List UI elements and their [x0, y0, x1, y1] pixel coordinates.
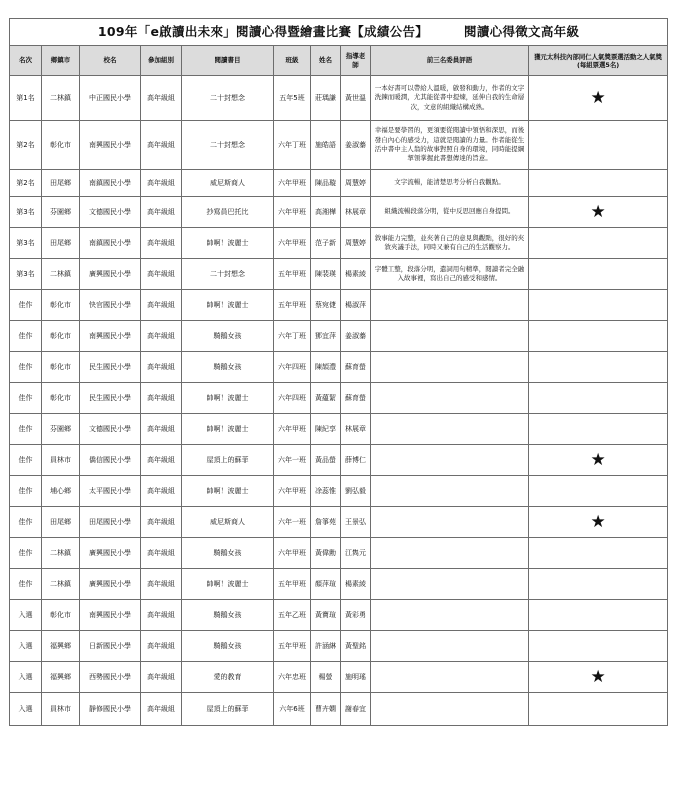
cell-group: 高年級組: [141, 600, 182, 631]
cell-comment: [371, 662, 529, 693]
cell-class: 六年6班: [274, 693, 311, 726]
cell-book: 騎鵝女孩: [182, 321, 274, 352]
table-row: [10, 228, 668, 259]
table-row: [10, 76, 668, 121]
table-row: [10, 414, 668, 445]
cell-rank: 第1名: [10, 76, 42, 121]
table-row: [10, 197, 668, 228]
cell-name: 陳品璇: [311, 170, 341, 197]
cell-class: 六年丁班: [274, 321, 311, 352]
cell-comment: [371, 321, 529, 352]
cell-name: 蔡宛倢: [311, 290, 341, 321]
table-row: [10, 662, 668, 693]
cell-group: 高年級組: [141, 383, 182, 414]
header-teacher: 指導老師: [341, 46, 371, 76]
header-class: 班級: [274, 46, 311, 76]
cell-rank: 第3名: [10, 197, 42, 228]
cell-class: 五年甲班: [274, 631, 311, 662]
cell-group: 高年級組: [141, 352, 182, 383]
cell-township: 二林鎮: [42, 538, 80, 569]
cell-teacher: 蘇育螢: [341, 352, 371, 383]
cell-comment: [371, 693, 529, 726]
cell-award: [529, 259, 668, 290]
cell-rank: 入選: [10, 662, 42, 693]
cell-name: 許涵綝: [311, 631, 341, 662]
table-row: [10, 507, 668, 538]
cell-school: 日新國民小學: [80, 631, 141, 662]
header-book: 閱讀書目: [182, 46, 274, 76]
cell-comment: [371, 476, 529, 507]
cell-rank: 佳作: [10, 569, 42, 600]
cell-group: 高年級組: [141, 121, 182, 170]
cell-comment: 文字流暢，能清楚思考分析自我觀點。: [371, 170, 529, 197]
cell-rank: 第2名: [10, 170, 42, 197]
cell-book: 愛的教育: [182, 662, 274, 693]
cell-rank: 佳作: [10, 352, 42, 383]
table-row: [10, 121, 668, 170]
cell-teacher: 謝春宜: [341, 693, 371, 726]
cell-school: 南興國民小學: [80, 121, 141, 170]
star-icon: ★: [529, 662, 668, 693]
cell-award: [529, 600, 668, 631]
table-row: [10, 631, 668, 662]
table-row: [10, 569, 668, 600]
cell-teacher: 姜淑蓁: [341, 121, 371, 170]
cell-class: 六年甲班: [274, 476, 311, 507]
cell-class: 六年甲班: [274, 538, 311, 569]
cell-book: 屋頂上的蘇菲: [182, 693, 274, 726]
cell-group: 高年級組: [141, 538, 182, 569]
cell-township: 員林市: [42, 693, 80, 726]
cell-teacher: 蘇育螢: [341, 383, 371, 414]
cell-class: 五年甲班: [274, 259, 311, 290]
header-comment: 前三名委員評語: [371, 46, 529, 76]
cell-award: [529, 538, 668, 569]
cell-book: 騎鵝女孩: [182, 538, 274, 569]
cell-name: 高湘樺: [311, 197, 341, 228]
cell-teacher: 楊素綾: [341, 259, 371, 290]
cell-name: 曹卉嫺: [311, 693, 341, 726]
cell-school: 南鎮國民小學: [80, 228, 141, 259]
cell-rank: 佳作: [10, 476, 42, 507]
star-icon: ★: [529, 197, 668, 228]
cell-group: 高年級組: [141, 170, 182, 197]
header-township: 鄉鎮市: [42, 46, 80, 76]
cell-school: 快官國民小學: [80, 290, 141, 321]
cell-comment: [371, 538, 529, 569]
cell-class: 六年四班: [274, 383, 311, 414]
header-award: 獲元太科技內部同仁人氣獎票選活動之人氣獎(每組票選5名): [529, 46, 668, 76]
cell-name: 黃品螢: [311, 445, 341, 476]
cell-group: 高年級組: [141, 259, 182, 290]
cell-class: 五年乙班: [274, 600, 311, 631]
table-row: [10, 693, 668, 726]
cell-class: 五年甲班: [274, 290, 311, 321]
cell-teacher: 薛博仁: [341, 445, 371, 476]
cell-name: 黃偉勳: [311, 538, 341, 569]
cell-school: 太平國民小學: [80, 476, 141, 507]
header-group: 參加組別: [141, 46, 182, 76]
header-row: [10, 46, 668, 76]
cell-comment: [371, 290, 529, 321]
table-row: [10, 600, 668, 631]
cell-class: 五年5班: [274, 76, 311, 121]
cell-name: 鄧宜萍: [311, 321, 341, 352]
cell-award: [529, 228, 668, 259]
cell-name: 陳紀享: [311, 414, 341, 445]
table-row: [10, 352, 668, 383]
cell-township: 彰化市: [42, 290, 80, 321]
cell-school: 中正國民小學: [80, 76, 141, 121]
cell-comment: [371, 600, 529, 631]
cell-class: 六年丁班: [274, 121, 311, 170]
cell-teacher: 江雋元: [341, 538, 371, 569]
cell-school: 文德國民小學: [80, 197, 141, 228]
cell-school: 靜修國民小學: [80, 693, 141, 726]
cell-name: 陳頡澧: [311, 352, 341, 383]
cell-group: 高年級組: [141, 414, 182, 445]
cell-name: 范子新: [311, 228, 341, 259]
cell-rank: 佳作: [10, 383, 42, 414]
cell-teacher: 楊素綾: [341, 569, 371, 600]
cell-township: 員林市: [42, 445, 80, 476]
cell-name: 顏萍瑄: [311, 569, 341, 600]
cell-group: 高年級組: [141, 290, 182, 321]
cell-name: 楊螢: [311, 662, 341, 693]
cell-group: 高年級組: [141, 228, 182, 259]
cell-name: 黃寶瑄: [311, 600, 341, 631]
table-row: [10, 383, 668, 414]
cell-rank: 第3名: [10, 259, 42, 290]
cell-school: 文德國民小學: [80, 414, 141, 445]
cell-award: [529, 414, 668, 445]
cell-township: 彰化市: [42, 121, 80, 170]
cell-group: 高年級組: [141, 569, 182, 600]
cell-award: [529, 383, 668, 414]
cell-teacher: 王景弘: [341, 507, 371, 538]
cell-school: 南興國民小學: [80, 321, 141, 352]
table-row: [10, 476, 668, 507]
results-body: [10, 76, 668, 726]
cell-book: 騎鵝女孩: [182, 631, 274, 662]
cell-award: [529, 693, 668, 726]
cell-award: [529, 170, 668, 197]
cell-teacher: 黃世溫: [341, 76, 371, 121]
cell-rank: 佳作: [10, 290, 42, 321]
cell-book: 二十封想念: [182, 259, 274, 290]
cell-rank: 佳作: [10, 538, 42, 569]
cell-township: 彰化市: [42, 383, 80, 414]
cell-group: 高年級組: [141, 321, 182, 352]
cell-name: 凃蕊惟: [311, 476, 341, 507]
cell-award: [529, 352, 668, 383]
cell-school: 廣興國民小學: [80, 538, 141, 569]
cell-class: 五年甲班: [274, 569, 311, 600]
cell-class: 六年忠班: [274, 662, 311, 693]
cell-township: 二林鎮: [42, 569, 80, 600]
cell-rank: 佳作: [10, 445, 42, 476]
cell-class: 六年一班: [274, 507, 311, 538]
cell-teacher: 林展章: [341, 414, 371, 445]
star-icon: ★: [529, 76, 668, 121]
cell-school: 廣興國民小學: [80, 569, 141, 600]
cell-group: 高年級組: [141, 507, 182, 538]
cell-comment: 敘事能力完整，並夾著自己的意見與觀點，很好的夾敘夾議手法，同時又兼有自己的生活觀察力。: [371, 228, 529, 259]
cell-township: 二林鎮: [42, 259, 80, 290]
cell-teacher: 楊淑萍: [341, 290, 371, 321]
table-row: [10, 538, 668, 569]
cell-name: 莊瑀謙: [311, 76, 341, 121]
cell-group: 高年級組: [141, 693, 182, 726]
cell-group: 高年級組: [141, 197, 182, 228]
cell-rank: 第2名: [10, 121, 42, 170]
cell-class: 六年甲班: [274, 170, 311, 197]
cell-teacher: 姜淑蓁: [341, 321, 371, 352]
table-row: [10, 445, 668, 476]
cell-rank: 佳作: [10, 321, 42, 352]
cell-comment: [371, 569, 529, 600]
cell-comment: [371, 414, 529, 445]
star-icon: ★: [529, 507, 668, 538]
cell-township: 彰化市: [42, 600, 80, 631]
title-sub: 閱讀心得徵文高年級: [464, 24, 580, 40]
cell-book: 帥啊！波麗士: [182, 383, 274, 414]
cell-award: [529, 631, 668, 662]
cell-rank: 入選: [10, 600, 42, 631]
cell-township: 芬園鄉: [42, 414, 80, 445]
cell-award: [529, 476, 668, 507]
cell-township: 田尾鄉: [42, 228, 80, 259]
cell-book: 帥啊！波麗士: [182, 290, 274, 321]
cell-teacher: 林展章: [341, 197, 371, 228]
header-rank: 名次: [10, 46, 42, 76]
cell-group: 高年級組: [141, 631, 182, 662]
cell-rank: 佳作: [10, 414, 42, 445]
cell-teacher: 黃聖銘: [341, 631, 371, 662]
cell-book: 二十封想念: [182, 121, 274, 170]
table-row: [10, 259, 668, 290]
cell-school: 西勢國民小學: [80, 662, 141, 693]
table-row: [10, 170, 668, 197]
cell-township: 彰化市: [42, 321, 80, 352]
table-row: [10, 290, 668, 321]
cell-township: 田尾鄉: [42, 507, 80, 538]
cell-award: [529, 121, 668, 170]
cell-comment: [371, 507, 529, 538]
cell-book: 威尼斯商人: [182, 507, 274, 538]
cell-name: 詹箏苑: [311, 507, 341, 538]
cell-comment: 字體工整，段落分明，遣詞用句精準，閱讀者完全融入故事裡，寫出自己的感受和感情。: [371, 259, 529, 290]
cell-name: 黃藴絜: [311, 383, 341, 414]
cell-award: [529, 569, 668, 600]
cell-rank: 佳作: [10, 507, 42, 538]
header-name: 姓名: [311, 46, 341, 76]
cell-class: 六年一班: [274, 445, 311, 476]
cell-school: 廣興國民小學: [80, 259, 141, 290]
cell-comment: [371, 352, 529, 383]
cell-township: 芬園鄉: [42, 197, 80, 228]
cell-book: 帥啊！波麗士: [182, 414, 274, 445]
cell-teacher: 黃彩勇: [341, 600, 371, 631]
cell-class: 六年甲班: [274, 414, 311, 445]
cell-group: 高年級組: [141, 76, 182, 121]
cell-school: 田尾國民小學: [80, 507, 141, 538]
cell-group: 高年級組: [141, 662, 182, 693]
cell-book: 帥啊！波麗士: [182, 228, 274, 259]
cell-comment: [371, 383, 529, 414]
star-icon: ★: [529, 445, 668, 476]
cell-township: 福興鄉: [42, 662, 80, 693]
cell-school: 民生國民小學: [80, 383, 141, 414]
cell-book: 騎鵝女孩: [182, 352, 274, 383]
cell-name: 陳裴瑛: [311, 259, 341, 290]
cell-book: 威尼斯商人: [182, 170, 274, 197]
cell-book: 騎鵝女孩: [182, 600, 274, 631]
cell-rank: 第3名: [10, 228, 42, 259]
page-title: [10, 19, 668, 46]
cell-class: 六年甲班: [274, 228, 311, 259]
cell-teacher: 劉弘毅: [341, 476, 371, 507]
cell-township: 彰化市: [42, 352, 80, 383]
cell-group: 高年級組: [141, 476, 182, 507]
cell-comment: 幸福是要學習的，更須要從閱讀中領悟和深思，而後發自內心的感受力，這就是閱讀的力量。作者能從生活中書中主人翁的故事對照自身的環境，同時能提綱挈領掌握此書想傳達的旨意。: [371, 121, 529, 170]
cell-book: 帥啊！波麗士: [182, 569, 274, 600]
cell-township: 二林鎮: [42, 76, 80, 121]
cell-class: 六年甲班: [274, 197, 311, 228]
cell-rank: 入選: [10, 631, 42, 662]
cell-township: 田尾鄉: [42, 170, 80, 197]
title-main: 109年「e啟讀出未來」閱讀心得暨繪畫比賽【成績公告】: [97, 24, 429, 40]
cell-class: 六年四班: [274, 352, 311, 383]
cell-township: 福興鄉: [42, 631, 80, 662]
cell-teacher: 周慧婷: [341, 228, 371, 259]
cell-comment: 組織流暢段落分明，從中反思回應自身提問。: [371, 197, 529, 228]
cell-book: 抄寫員巴托比: [182, 197, 274, 228]
results-table: [9, 18, 668, 726]
cell-book: 帥啊！波麗士: [182, 476, 274, 507]
cell-school: 民生國民小學: [80, 352, 141, 383]
cell-comment: [371, 631, 529, 662]
header-school: 校名: [80, 46, 141, 76]
cell-rank: 入選: [10, 693, 42, 726]
cell-book: 二十封想念: [182, 76, 274, 121]
cell-book: 屋頂上的蘇菲: [182, 445, 274, 476]
cell-comment: [371, 445, 529, 476]
cell-school: 南興國民小學: [80, 600, 141, 631]
cell-school: 南鎮國民小學: [80, 170, 141, 197]
cell-teacher: 施明瑤: [341, 662, 371, 693]
cell-teacher: 周慧婷: [341, 170, 371, 197]
cell-township: 埔心鄉: [42, 476, 80, 507]
cell-group: 高年級組: [141, 445, 182, 476]
cell-comment: 一本好書可以帶給人溫暖，啟發和動力，作者的文字洗鍊而暖潤，尤其能從書中提煉，延伸自我的生命層次，文意的組織結構成熟。: [371, 76, 529, 121]
table-row: [10, 321, 668, 352]
cell-school: 僑信國民小學: [80, 445, 141, 476]
cell-name: 施皓語: [311, 121, 341, 170]
cell-award: [529, 290, 668, 321]
cell-award: [529, 321, 668, 352]
